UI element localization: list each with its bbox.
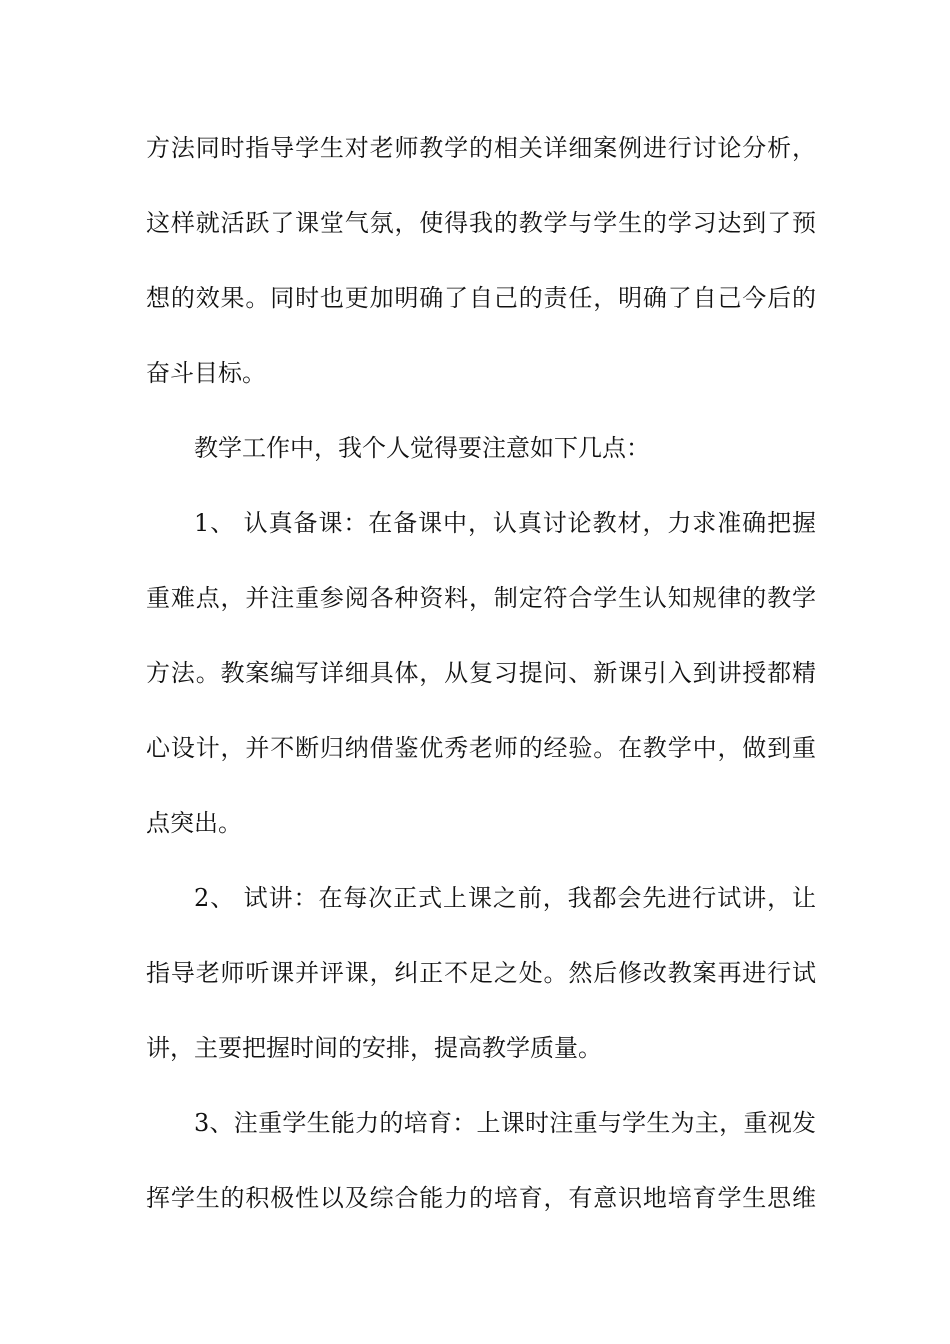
text-line: 心设计，并不断归纳借鉴优秀老师的经验。在教学中，做到重 — [146, 734, 816, 762]
text-line: 想的效果。同时也更加明确了自己的责任，明确了自己今后的 — [146, 284, 816, 312]
text-line: 挥学生的积极性以及综合能力的培育，有意识地培育学生思维 — [146, 1184, 816, 1212]
text-line: 指导老师听课并评课，纠正不足之处。然后修改教案再进行试 — [146, 959, 816, 987]
text-line: 讲，主要把握时间的安排，提高教学质量。 — [146, 1034, 602, 1062]
text-line: 1、 认真备课：在备课中，认真讨论教材，力求准确把握 — [194, 509, 816, 537]
text-line: 教学工作中，我个人觉得要注意如下几点： — [194, 434, 650, 462]
text-line: 2、 试讲：在每次正式上课之前，我都会先进行试讲，让 — [194, 884, 816, 912]
text-line: 方法。教案编写详细具体，从复习提问、新课引入到讲授都精 — [146, 659, 816, 687]
text-line: 3、注重学生能力的培育：上课时注重与学生为主，重视发 — [194, 1109, 816, 1137]
text-line: 这样就活跃了课堂气氛，使得我的教学与学生的学习达到了预 — [146, 209, 816, 237]
text-line: 方法同时指导学生对老师教学的相关详细案例进行讨论分析， — [146, 134, 816, 162]
body-text — [146, 128, 816, 1253]
text-line: 重难点，并注重参阅各种资料，制定符合学生认知规律的教学 — [146, 584, 816, 612]
text-line: 点突出。 — [146, 809, 242, 837]
text-line: 奋斗目标。 — [146, 359, 266, 387]
